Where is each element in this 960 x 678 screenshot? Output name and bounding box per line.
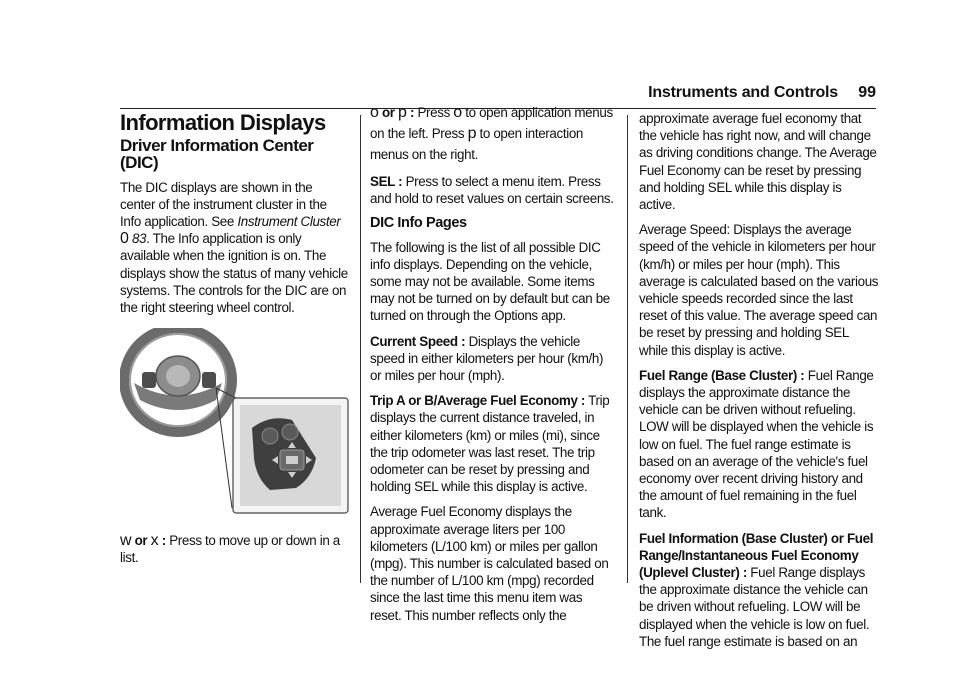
left-arrow-icon: o [453,104,462,121]
fuel-information-entry: Fuel Information (Base Cluster) or Fuel Range/Instantaneous Fuel Economy (Uplevel Cluster) : Fuel Range displays the approximate distance the vehicle can be driven without refueling. LOW will be displayed when the vehicle is low on fuel. The fuel range estimate is based on an [639,530,874,649]
column-2 [370,102,615,632]
sel-description: SEL : Press to select a menu item. Press and hold to reset values on certain screens. [370,174,614,207]
section-title: Instruments and Controls [648,84,838,101]
column-3 [639,110,879,658]
left-arrow-icon: o [370,104,379,121]
info-pages-intro: The following is the list of all possible DIC info displays. Depending on the vehicle, some may not be available. Some items may not be turned on by default but can be turned on through the Options app. [370,239,610,324]
section-heading: Driver Information Center (DIC) [120,136,314,173]
current-speed-entry: Current Speed : Displays the vehicle speed in either kilometers per hour (km/h) or miles per hour (mph). [370,333,604,384]
steering-wheel-illustration [120,328,350,518]
page-number: 99 [858,84,876,101]
trip-fuel-economy-entry: Trip A or B/Average Fuel Economy : Trip displays the current distance traveled, in either kilometers (km) or miles (mi), since the trip odometer was last reset. The trip odometer can be reset by pressing and holding SEL while this display is active. [370,393,610,495]
fuel-range-entry: Fuel Range (Base Cluster) : Fuel Range displays the approximate distance the vehicle can be driven without refueling. LOW will be displayed when the vehicle is low on fuel. The fuel range estimate is based on an average of the vehicle's fuel economy over recent driving history and the amount of fuel remaining in the fuel tank. [639,367,874,521]
column-divider [360,115,361,583]
up-down-description: w or x : Press to move up or down in a list. [120,532,340,566]
dic-intro-paragraph: The DIC displays are shown in the center of the instrument cluster in the Info application. See Instrument Cluster 0 83. The Info application is only available when the ignition is on. The displays show the status of many vehicle systems. The controls for the DIC are on the right steering wheel control. [120,179,348,316]
subsection-heading: DIC Info Pages [370,215,467,232]
fuel-economy-continuation: approximate average fuel economy that the vehicle has right now, and will change as driving conditions change. The Average Fuel Economy can be reset by pressing and holding SEL while this display is active. [639,111,877,213]
column-1 [120,110,350,575]
right-arrow-icon: p [398,104,407,121]
left-right-description: o or p : Press o to open application menus on the left. Press p to open interaction menus on the right. [370,104,613,162]
column-divider [627,115,628,583]
right-arrow-icon: p [467,125,477,142]
average-speed-paragraph: Average Speed: Displays the average speed of the vehicle in kilometers per hour (km/h) or miles per hour (mph). This average is calculated based on the various vehicle speeds recorded since the last reset of this value. The average speed can be reset by pressing and holding SEL while this display is active. [639,222,879,358]
cross-reference-link[interactable]: Instrument Cluster [237,214,341,230]
page-ref-arrow-icon: 0 [120,230,129,248]
cross-reference-page[interactable]: 83 [131,231,147,247]
up-arrow-icon: w [120,532,132,550]
page-title: Information Displays [120,110,326,135]
down-arrow-icon: x [150,532,159,550]
average-fuel-economy-paragraph: Average Fuel Economy displays the approximate average liters per 100 kilometers (L/100 km) or miles per gallon (mpg). This number is calculated based on the number of L/100 km (mpg) recorded since the last time this menu item was reset. This number reflects only the [370,504,609,623]
